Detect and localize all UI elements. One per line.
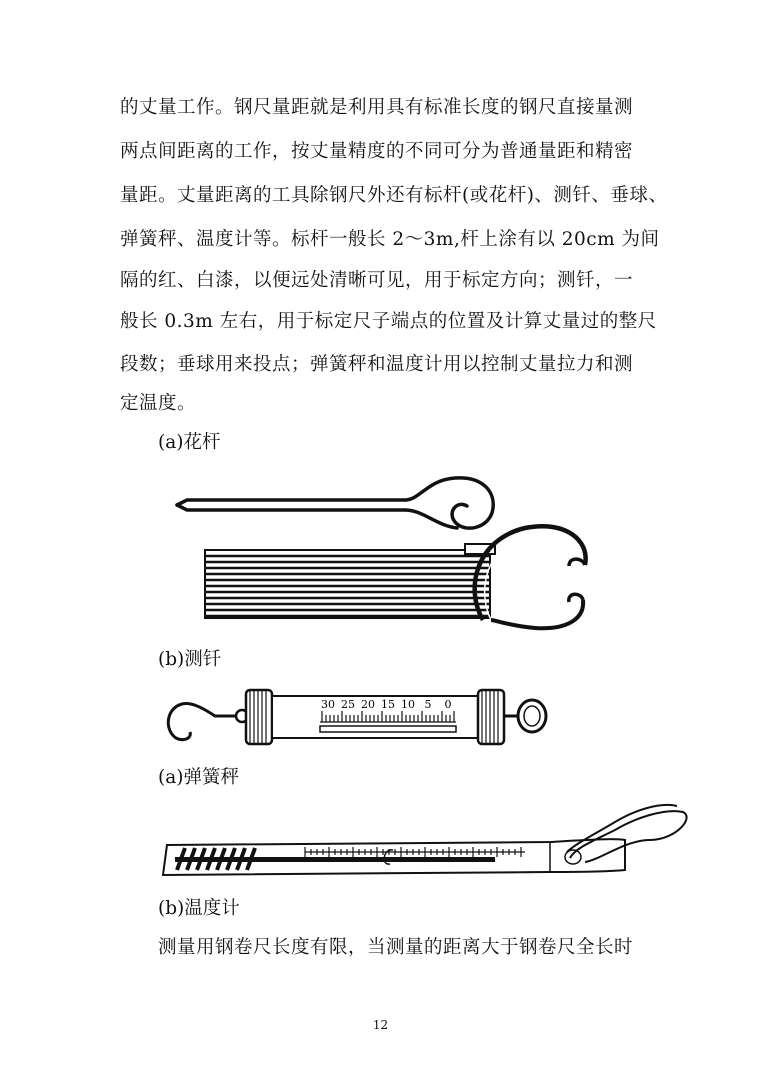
flower-pole-figure	[165, 470, 615, 635]
thermometer-figure	[155, 800, 695, 885]
caption-thermometer: (b)温度计	[158, 898, 240, 919]
scale-label: 0	[444, 698, 452, 711]
scale-label: 25	[341, 698, 355, 711]
paragraph-line: 隔的红、白漆，以便远处清晰可见，用于标定方向；测钎，一	[120, 270, 634, 291]
paragraph-line: 的丈量工作。钢尺量距就是利用具有标准长度的钢尺直接量测	[120, 97, 634, 118]
caption-survey-pin: (b)测钎	[158, 649, 222, 670]
scale-label: 15	[381, 698, 395, 711]
scale-label: 20	[361, 698, 375, 711]
scale-label: 30	[321, 698, 335, 711]
caption-flower-pole: (a)花杆	[158, 432, 221, 453]
spring-scale-figure	[160, 682, 560, 754]
caption-spring-scale: (a)弹簧秤	[158, 767, 239, 788]
survey-pin-drawing	[177, 478, 493, 528]
scale-label: 5	[424, 698, 432, 711]
closing-line: 测量用钢卷尺长度有限，当测量的距离大于钢卷尺全长时	[158, 937, 634, 958]
scale-label: 10	[401, 698, 415, 711]
page-number: 12	[372, 1018, 389, 1032]
paragraph-line: 段数；垂球用来投点；弹簧秤和温度计用以控制丈量拉力和测	[120, 354, 634, 375]
paragraph-line: 般长 0.3m 左右，用于标定尺子端点的位置及计算丈量过的整尺	[120, 311, 657, 332]
paragraph-line: 弹簧秤、温度计等。标杆一般长 2～3m,杆上涂有以 20cm 为间	[120, 229, 660, 250]
paragraph-line: 量距。丈量距离的工具除钢尺外还有标杆(或花杆)、测钎、垂球、	[120, 185, 668, 206]
paragraph-line: 定温度。	[120, 393, 197, 414]
paragraph-line: 两点间距离的工作，按丈量精度的不同可分为普通量距和精密	[120, 141, 634, 162]
pin-bundle-drawing	[205, 526, 586, 628]
